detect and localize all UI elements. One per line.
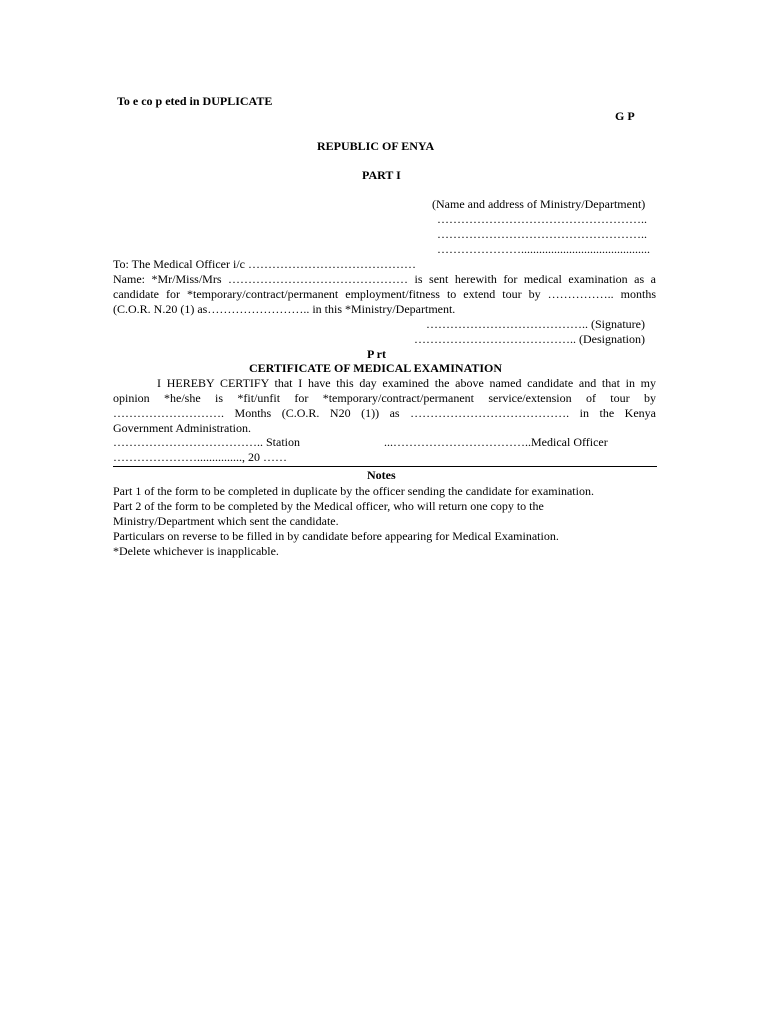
candidate-name-line-3: (C.O.R. N.20 (1) as…………………….. in this *Ministry/Department. bbox=[113, 302, 456, 316]
medical-officer-line: ...……………………………..Medical Officer bbox=[384, 435, 608, 449]
note-item: *Delete whichever is inapplicable. bbox=[113, 544, 279, 558]
station-line: ……………………………….. Station bbox=[113, 435, 301, 449]
note-item: Particulars on reverse to be filled in by candidate before appearing for Medical Examination. bbox=[113, 529, 559, 543]
republic-title: REPUBLIC OF ENYA bbox=[317, 139, 435, 153]
certificate-line-1: I HEREBY CERTIFY that I have this day examined the above named candidate and that in my bbox=[157, 376, 656, 390]
candidate-name-line-1: Name: *Mr/Miss/Mrs ……………………………………… is sent herewith for medical examination as a bbox=[113, 272, 656, 286]
certificate-paragraph bbox=[113, 376, 656, 436]
part1-body bbox=[113, 257, 656, 317]
note-item: Ministry/Department which sent the candidate. bbox=[113, 514, 339, 528]
part2-heading: P rt bbox=[367, 347, 386, 361]
certificate-line-4: Government Administration. bbox=[113, 421, 251, 435]
candidate-name-line-2: candidate for *temporary/contract/permanent employment/fitness to extend tour by …………….. months bbox=[113, 287, 656, 301]
note-item: Part 2 of the form to be completed by the Medical officer, who will return one copy to the bbox=[113, 499, 544, 513]
duplicate-instruction: To e co p eted in DUPLICATE bbox=[117, 94, 273, 108]
certificate-line-3: ………………………. Months (C.O.R. N20 (1)) as …………………………………. in the Kenya bbox=[113, 406, 656, 420]
notes-divider bbox=[113, 466, 657, 467]
note-item: Part 1 of the form to be completed in duplicate by the officer sending the candidate for examination. bbox=[113, 484, 594, 498]
ministry-address-label: (Name and address of Ministry/Department) bbox=[432, 197, 646, 211]
notes-list bbox=[113, 484, 656, 559]
signature-line: ………………………………….. (Signature) bbox=[426, 317, 645, 331]
designation-line: ………………………………….. (Designation) bbox=[414, 332, 645, 346]
ministry-address-line-2: …………………………………………….. bbox=[437, 227, 647, 241]
form-code: G P bbox=[615, 109, 635, 123]
ministry-address-line-1: …………………………………………….. bbox=[437, 212, 647, 226]
notes-heading: Notes bbox=[367, 468, 396, 482]
part1-title: PART I bbox=[362, 168, 401, 182]
date-line: …………………..............., 20 …… bbox=[113, 450, 287, 464]
medical-officer-to-line: To: The Medical Officer i/c …………………………………… bbox=[113, 257, 416, 271]
ministry-address-line-3: …………………........................................... bbox=[437, 242, 650, 256]
certificate-title: CERTIFICATE OF MEDICAL EXAMINATION bbox=[249, 361, 503, 375]
certificate-line-2: opinion *he/she is *fit/unfit for *temporary/contract/permanent service/extension of tour by bbox=[113, 391, 656, 405]
